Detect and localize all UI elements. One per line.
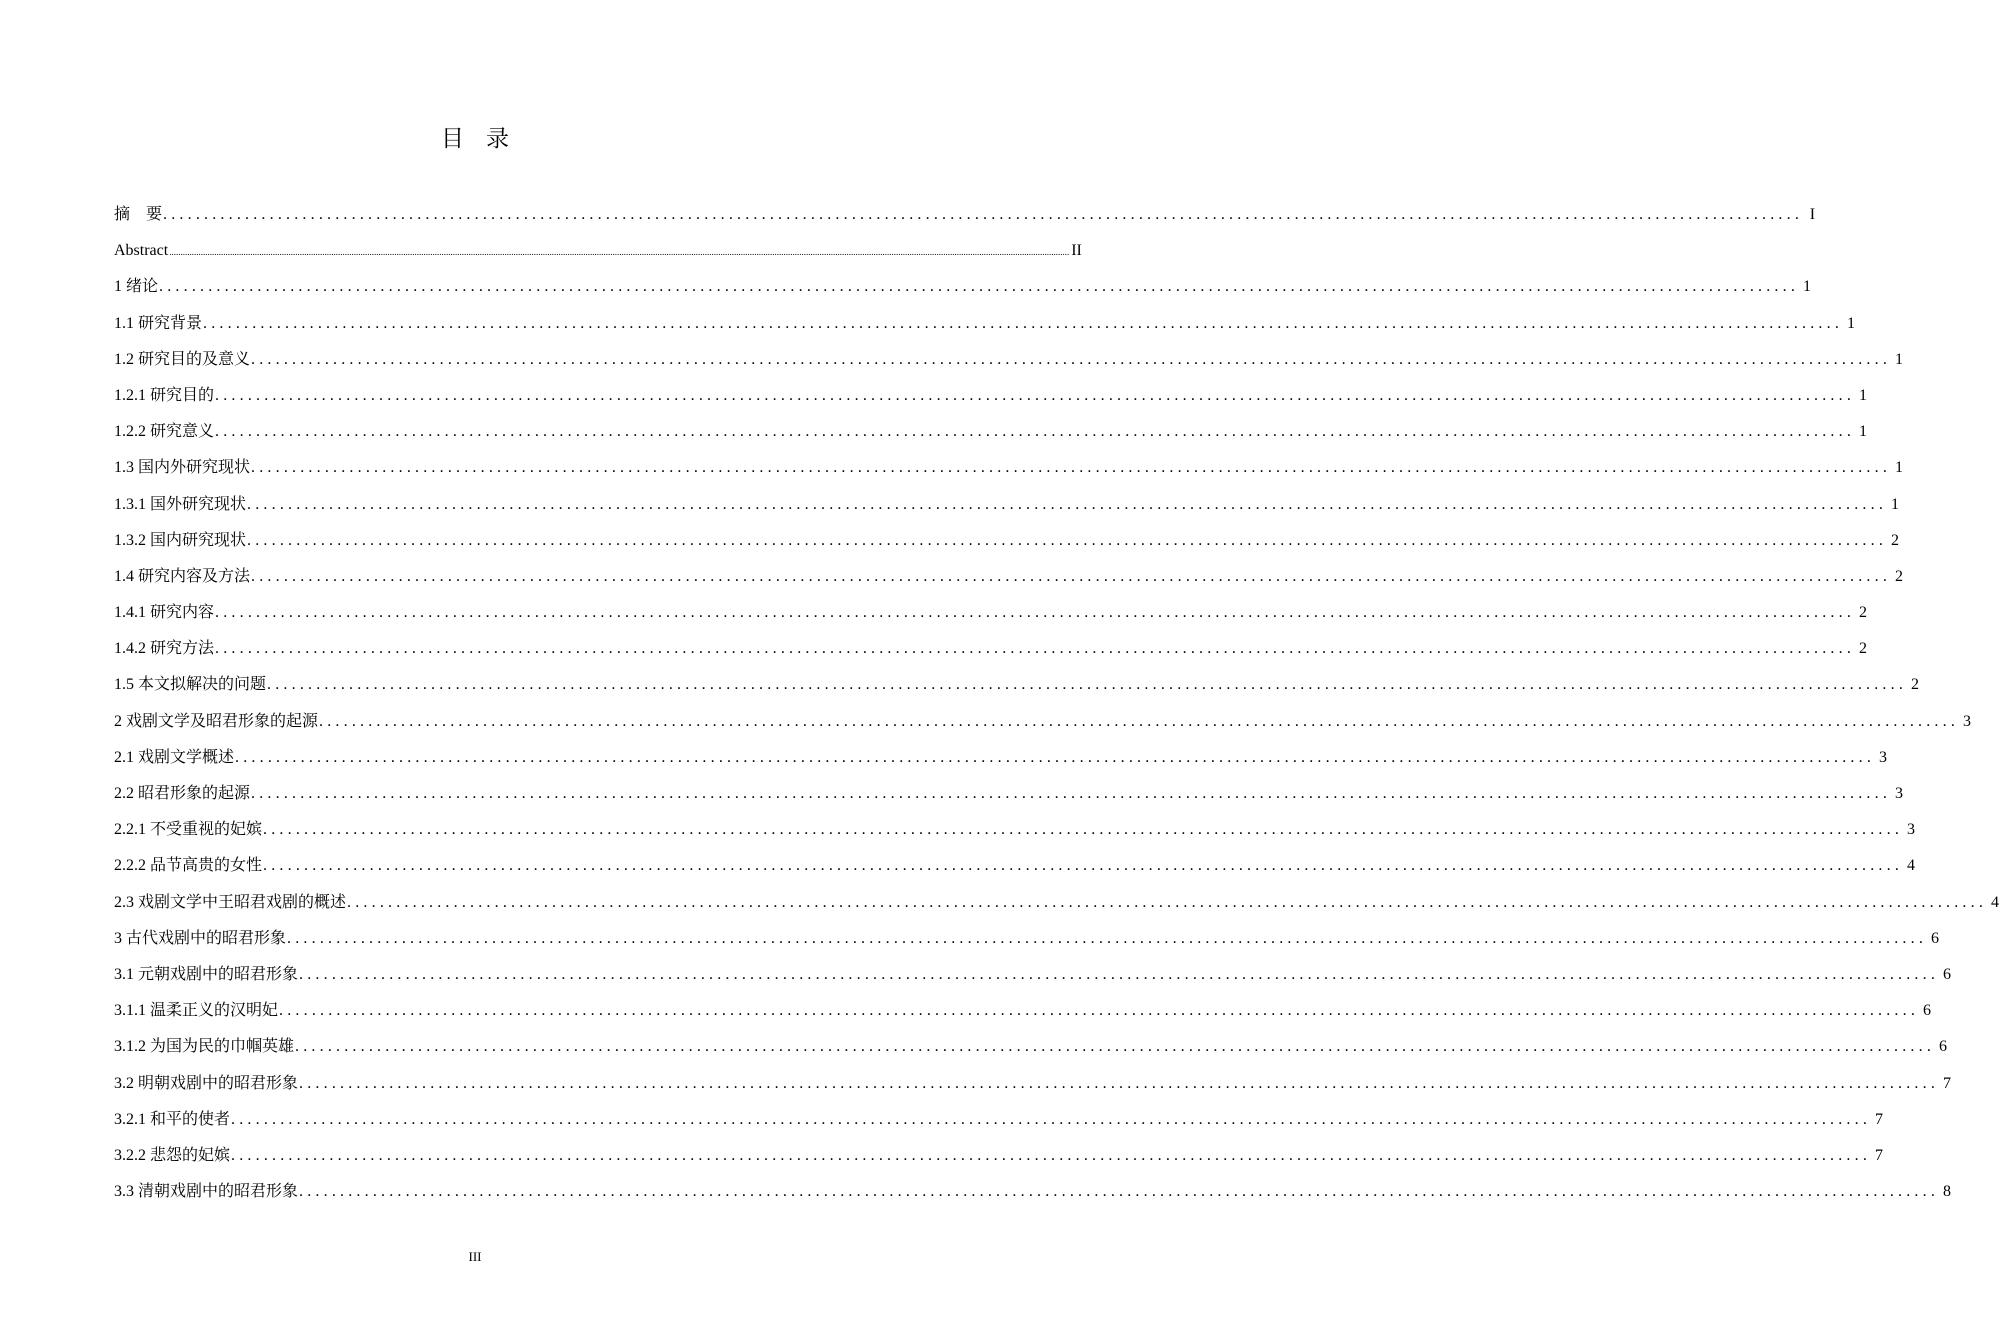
toc-entry[interactable] [114, 523, 1900, 559]
toc-entry-page: 3 [1879, 748, 1888, 766]
toc-entry-page: 6 [1923, 1002, 1932, 1020]
toc-entry[interactable] [114, 1102, 1884, 1138]
toc-dot-leader: ........................................................................................................................................................................................................ [215, 423, 1856, 441]
toc-entry-label: 1.3 国内外研究现状 [114, 459, 251, 477]
toc-entry[interactable] [114, 306, 1856, 342]
toc-entry-label: 1.4.2 研究方法 [114, 640, 215, 658]
toc-entry-label: 3.2.1 和平的使者 [114, 1110, 231, 1128]
toc-dot-leader: ........................................................................................................................................................................................................ [299, 965, 1940, 983]
toc-entry[interactable] [114, 269, 1812, 305]
toc-dot-leader: ........................................................................................................................................................................................................ [251, 459, 1892, 477]
toc-entry[interactable] [114, 631, 1868, 667]
toc-entry[interactable] [114, 1066, 1952, 1102]
toc-entry[interactable] [114, 487, 1900, 523]
toc-entry-label: 1.2.2 研究意义 [114, 423, 215, 441]
toc-entry-page: 6 [1931, 929, 1940, 947]
toc-entry-label: 3 古代戏剧中的昭君形象 [114, 929, 287, 947]
toc-entry-page: 1 [1859, 423, 1868, 441]
toc-entry-page: 2 [1859, 640, 1868, 658]
toc-dot-leader: ........................................................................................................................................................................................................ [231, 1146, 1872, 1164]
toc-entry-label: 2.2 昭君形象的起源 [114, 785, 251, 802]
toc-dot-leader: ........................................................................................................................................................................................................ [231, 1110, 1872, 1128]
toc-entry[interactable] [114, 378, 1868, 414]
toc-entry-page: 6 [1943, 965, 1952, 983]
toc-entry-label: 1.4 研究内容及方法 [114, 567, 251, 585]
toc-entry-label: 3.2.2 悲怨的妃嫔 [114, 1146, 231, 1164]
toc-dot-leader: ........................................................................................................................................................................................................ [267, 676, 1908, 694]
toc-entry-label: 2.1 戏剧文学概述 [114, 748, 235, 766]
toc-entry-page: 3 [1963, 712, 1972, 730]
toc-dot-leader: ........................................................................................................................................................................................................ [159, 278, 1800, 296]
toc-entry-page: 2 [1859, 604, 1868, 622]
toc-entry[interactable] [114, 740, 1888, 776]
toc-entry-page: 2 [1911, 676, 1920, 694]
toc-entry-label: Abstract [114, 242, 169, 260]
toc-dot-leader: ................................................................................................................................................................................................................................................................................................................................................................................................................ [169, 247, 1070, 258]
toc-dot-leader: ........................................................................................................................................................................................................ [251, 567, 1892, 585]
toc-entry-page: 4 [1907, 857, 1916, 875]
toc-entry-page: I [1809, 206, 1816, 223]
toc-dot-leader: ........................................................................................................................................................................................................ [215, 640, 1856, 658]
toc-entry-page: 2 [1895, 567, 1904, 585]
toc-dot-leader: ........................................................................................................................................................................................................ [251, 350, 1892, 368]
toc-entry-page: 1 [1895, 459, 1904, 477]
toc-entry-page: 1 [1895, 350, 1904, 368]
toc-entry-label: 3.1.1 温柔正义的汉明妃 [114, 1002, 279, 1020]
toc-entry-page: 1 [1859, 386, 1868, 404]
toc-dot-leader: ........................................................................................................................................................................................................ [247, 531, 1888, 549]
toc-entry[interactable] [114, 993, 1932, 1029]
toc-entry[interactable] [114, 848, 1916, 884]
toc-entry-label: 1.4.1 研究内容 [114, 604, 215, 622]
toc-entry-label: 1.3.1 国外研究现状 [114, 495, 247, 513]
toc-entry[interactable] [114, 957, 1952, 993]
toc-dot-leader: ........................................................................................................................................................................................................ [215, 604, 1856, 622]
toc-dot-leader: ........................................................................................................................................................................................................ [299, 1183, 1940, 1201]
toc-entry-page: 3 [1907, 821, 1916, 839]
toc-entry[interactable] [114, 1138, 1884, 1174]
toc-entry[interactable] [114, 885, 1999, 921]
toc-dot-leader: ........................................................................................................................................................................................................ [279, 1002, 1920, 1020]
toc-entry-label: 1.3.2 国内研究现状 [114, 531, 247, 549]
toc-dot-leader: ........................................................................................................................................................................................................ [347, 893, 1988, 911]
toc-entry[interactable] [114, 1174, 1952, 1210]
toc-dot-leader: ........................................................................................................................................................................................................ [235, 748, 1876, 766]
toc-entry-label: 摘 要 [114, 206, 163, 223]
toc-entry[interactable] [114, 921, 1940, 957]
page-title [0, 120, 950, 153]
toc-dot-leader: ........................................................................................................................................................................................................ [263, 821, 1904, 839]
toc-dot-leader: ........................................................................................................................................................................................................ [215, 386, 1856, 404]
toc-dot-leader: ........................................................................................................................................................................................................ [319, 712, 1960, 730]
toc-entry-page: 7 [1875, 1146, 1884, 1164]
toc-entry-label: 3.1 元朝戏剧中的昭君形象 [114, 965, 299, 983]
title-char-1: 目 [441, 126, 464, 152]
toc-dot-leader: ........................................................................................................................................................................................................ [299, 1074, 1940, 1092]
page-number-footer: III [468, 1249, 482, 1264]
toc-entry-label: 3.1.2 为国为民的巾帼英雄 [114, 1038, 295, 1056]
toc-entry[interactable] [114, 704, 1972, 740]
toc-entry-page: 1 [1803, 278, 1812, 296]
toc-entry[interactable] [114, 414, 1868, 450]
toc-dot-leader: ........................................................................................................................................................................................................ [263, 857, 1904, 875]
toc-dot-leader: ........................................................................................................................................................................................................ [163, 206, 1804, 223]
toc-entry-page: 8 [1943, 1183, 1952, 1201]
toc-dot-leader: ........................................................................................................................................................................................................ [247, 495, 1888, 513]
toc-entry-label: 2.3 戏剧文学中王昭君戏剧的概述 [114, 893, 347, 911]
toc-entry[interactable] [114, 342, 1904, 378]
toc-entry[interactable] [114, 667, 1920, 703]
toc-entry-label: 1.1 研究背景 [114, 314, 203, 332]
toc-dot-leader: ........................................................................................................................................................................................................ [287, 929, 1928, 947]
toc-dot-leader: ........................................................................................................................................................................................................ [251, 785, 1892, 802]
table-of-contents [114, 197, 1999, 1210]
toc-entry[interactable] [114, 233, 1082, 269]
toc-entry-page: 4 [1991, 893, 1999, 911]
toc-entry-page: 3 [1895, 785, 1904, 802]
toc-dot-leader: ........................................................................................................................................................................................................ [295, 1038, 1936, 1056]
toc-entry[interactable] [114, 559, 1904, 595]
toc-entry-label: 3.2 明朝戏剧中的昭君形象 [114, 1074, 299, 1092]
toc-entry-label: 1.5 本文拟解决的问题 [114, 676, 267, 694]
toc-entry-page: 1 [1847, 314, 1856, 332]
toc-entry-page: 7 [1943, 1074, 1952, 1092]
toc-entry-label: 1 绪论 [114, 278, 159, 296]
toc-entry-page: II [1071, 242, 1082, 260]
toc-entry-label: 3.3 清朝戏剧中的昭君形象 [114, 1183, 299, 1201]
toc-entry-label: 2 戏剧文学及昭君形象的起源 [114, 712, 319, 730]
toc-entry[interactable] [114, 197, 1816, 233]
toc-dot-leader: ........................................................................................................................................................................................................ [203, 314, 1844, 332]
toc-entry[interactable] [114, 812, 1916, 848]
toc-entry-page: 1 [1891, 495, 1900, 513]
toc-entry-label: 1.2 研究目的及意义 [114, 350, 251, 368]
toc-entry-label: 2.2.1 不受重视的妃嫔 [114, 821, 263, 839]
toc-entry[interactable] [114, 1029, 1948, 1065]
toc-entry-label: 1.2.1 研究目的 [114, 386, 215, 404]
toc-entry-page: 7 [1875, 1110, 1884, 1128]
toc-entry-label: 2.2.2 品节高贵的女性 [114, 857, 263, 875]
toc-entry[interactable] [114, 450, 1904, 486]
toc-entry[interactable] [114, 776, 1904, 812]
toc-entry-page: 6 [1939, 1038, 1948, 1056]
title-char-2: 录 [486, 126, 509, 152]
toc-entry-page: 2 [1891, 531, 1900, 549]
toc-entry[interactable] [114, 595, 1868, 631]
